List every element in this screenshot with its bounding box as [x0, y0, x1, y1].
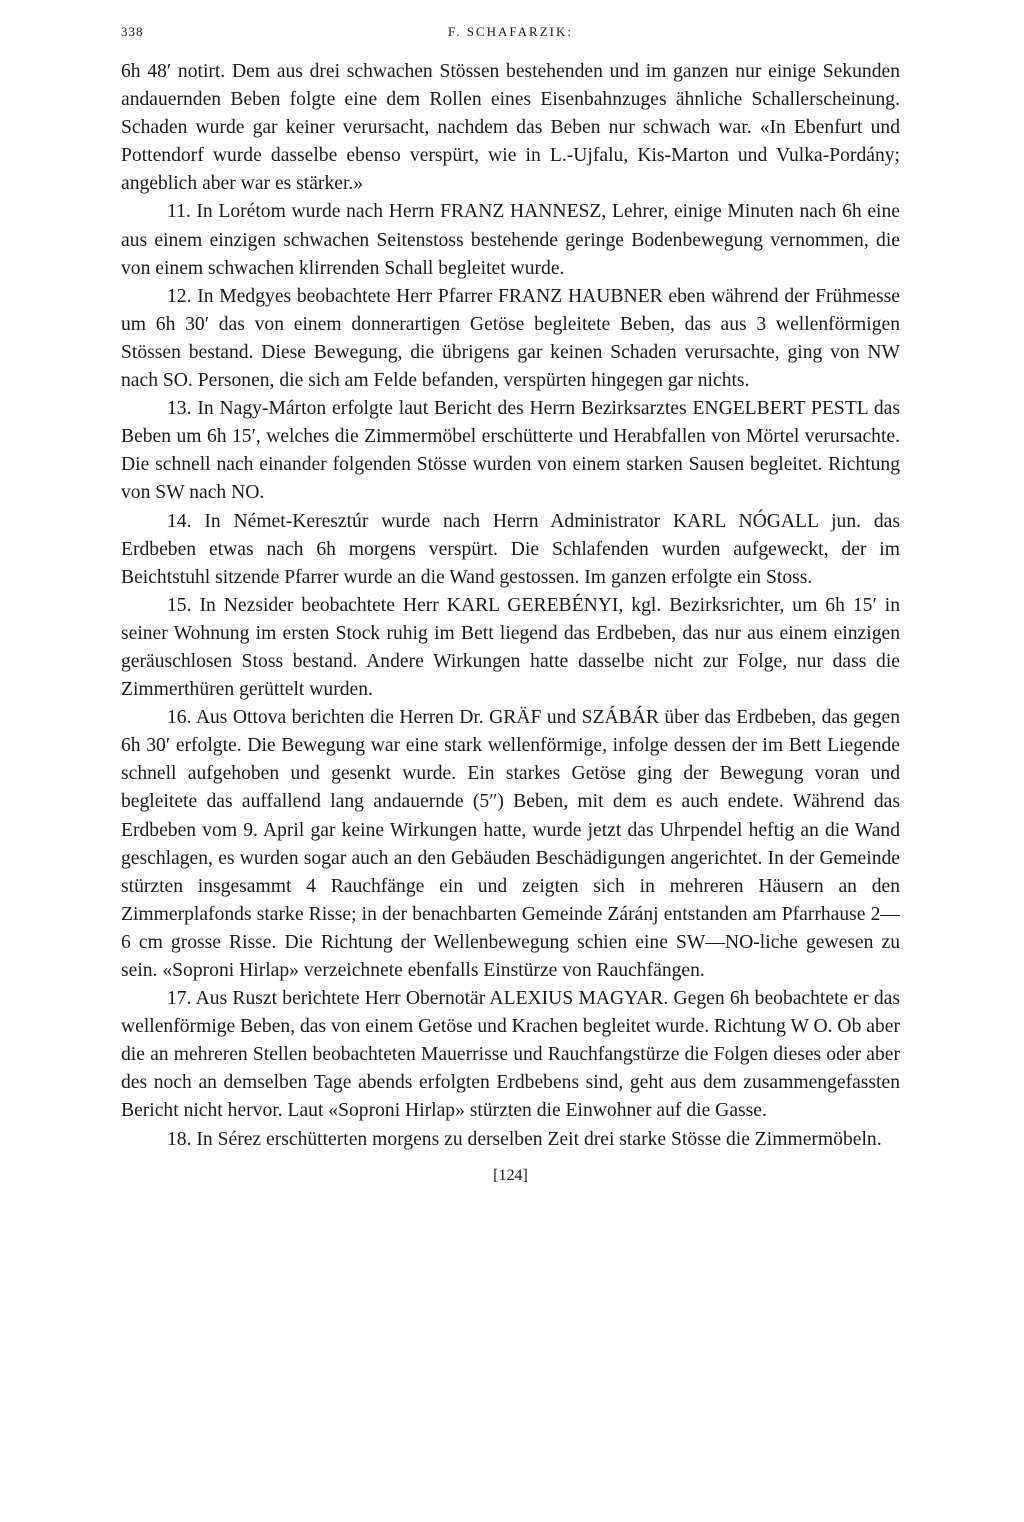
paragraph-continuation: 6h 48′ notirt. Dem aus drei schwachen Stössen bestehenden und im ganzen nur einige Sekunden andauernden Beben folgte eine dem Rollen eines Eisenbahnzuges ähnliche Schallerscheinung. Schaden wurde gar keiner verursacht, nachdem das Beben nur schwach war. «In Ebenfurt und Pottendorf wurde dasselbe ebenso verspürt, wie in L.-Ujfalu, Kis-Marton und Vulka-Pordány; angeblich aber war es stärker.» — [121, 61, 900, 195]
paragraph-15: 15. In Nezsider beobachtete Herr KARL GEREBÉNYI, kgl. Bezirksrichter, um 6h 15′ in seiner Wohnung im ersten Stock ruhig im Bett liegend das Erdbeben, das nur aus einem einzigen geräuschlosen Stoss bestand. Andere Wirkungen hatte dasselbe nicht zur Folge, nur dass die Zimmerthüren gerüttelt wurden. — [121, 594, 900, 701]
paragraph-18: 18. In Sérez erschütterten morgens zu derselben Zeit drei starke Stösse die Zimmermöbeln. — [167, 1128, 882, 1150]
paragraph-17: 17. Aus Ruszt berichtete Herr Obernotär ALEXIUS MAGYAR. Gegen 6h beobachtete er das wellenförmige Beben, das von einem Getöse und Krachen begleitet wurde. Richtung W O. Ob aber die an mehreren Stellen beobachteten Mauerrisse und Rauchfangstürze die Folgen dieses oder aber des noch an demselben Tage abends erfolgten Erdbebens sind, geht aus dem zusammengefassten Bericht nicht hervor. Laut «Soproni Hirlap» stürzten die Einwohner auf die Gasse. — [121, 988, 900, 1122]
paragraph-13: 13. In Nagy-Márton erfolgte laut Bericht des Herrn Bezirksarztes ENGELBERT PESTL das Beben um 6h 15′, welches die Zimmermöbel erschütterte und Herabfallen von Mörtel verursachte. Die schnell nach einander folgenden Stösse wurden von einem starken Sausen begleitet. Richtung von SW nach NO. — [121, 398, 900, 504]
paragraph-12: 12. In Medgyes beobachtete Herr Pfarrer FRANZ HAUBNER eben während der Frühmesse um 6h 30′ das von einem donnerartigen Getöse begleitete Beben, das aus 3 wellenförmigen Stössen bestand. Diese Bewegung, die übrigens gar keinen Schaden verursachte, ging von NW nach SO. Personen, die sich am Felde befanden, verspürten hingegen gar nichts. — [121, 285, 900, 392]
running-title: F. SCHAFARZIK: — [448, 24, 573, 39]
paragraph-11: 11. In Lorétom wurde nach Herrn FRANZ HANNESZ, Lehrer, einige Minuten nach 6h eine aus einem einzigen schwachen Seitenstoss bestehende geringe Bodenbewegung vernommen, die von einem schwachen klirrenden Schall begleitet wurde. — [121, 201, 900, 279]
page-number: 338 — [121, 24, 144, 39]
page-header — [121, 18, 900, 46]
page-footer-marker: [124] — [493, 1166, 528, 1184]
paragraph-16: 16. Aus Ottova berichten die Herren Dr. GRÄF und SZÁBÁR über das Erdbeben, das gegen 6h 30′ erfolgte. Die Bewegung war eine stark wellenförmige, infolge dessen der im Bett Liegende schnell aufgehoben und gesenkt wurde. Ein starkes Getöse ging der Bewegung voran und begleitete das auffallend lang andauernde (5″) Beben, mit dem es auch endete. Während das Erdbeben vom 9. April gar keine Wirkungen hatte, wurde jetzt das Uhrpendel heftig an die Wand geschlagen, es wurden sogar auch an den Gebäuden Beschädigungen angerichtet. In der Gemeinde stürzten insgesammt 4 Rauchfänge ein und zeigten sich in mehreren Häusern an den Zimmerplafonds starke Risse; in der benachbarten Gemeinde Záránj entstanden am Pfarrhause 2—6 cm grosse Risse. Die Richtung der Wellenbewegung schien eine SW—NO-liche gewesen zu sein. «Soproni Hirlap» verzeichnete ebenfalls Einstürze von Rauchfängen. — [121, 707, 900, 981]
document-page — [121, 18, 900, 1190]
text-body — [121, 58, 900, 1154]
paragraph-14: 14. In Német-Keresztúr wurde nach Herrn Administrator KARL NÓGALL jun. das Erdbeben etwas nach 6h morgens verspürt. Die Schlafenden wurden aufgeweckt, der im Beichtstuhl sitzende Pfarrer wurde an die Wand gestossen. Im ganzen erfolgte ein Stoss. — [121, 510, 900, 588]
